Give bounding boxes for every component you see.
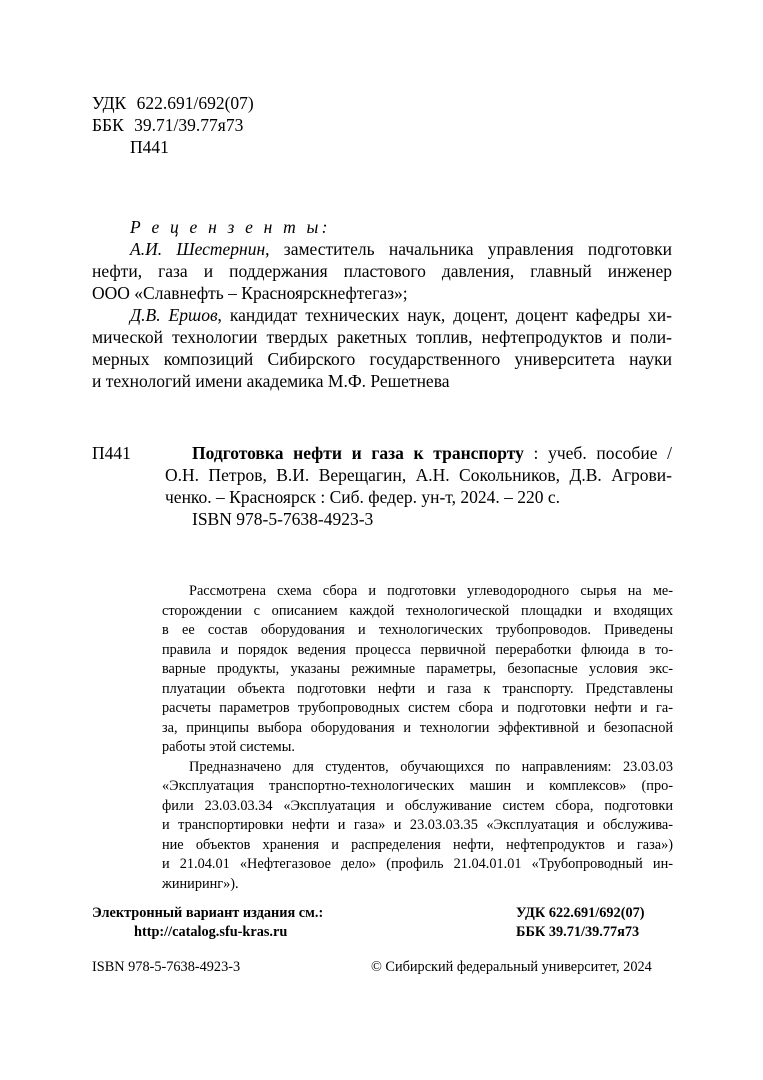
reviewer-2-line-1 <box>130 304 672 326</box>
catalog-line-1 <box>192 442 672 464</box>
copyright: © Сибирский федеральный университет, 2024 <box>371 959 652 975</box>
reviewer-1-line-3: ООО «Славнефть – Красноярскнефтегаз»; <box>92 283 408 303</box>
book-title: Подготовка нефти и газа к транспорту <box>192 443 524 463</box>
footer-isbn: ISBN 978-5-7638-4923-3 <box>92 959 241 975</box>
abstract-p2-line: «Эксплуатация транспортно-технологических машин и комплексов» (про- <box>162 778 673 794</box>
abstract-p1-line: работы этой системы. <box>162 739 295 755</box>
catalog-line-3: ченко. – Красноярск : Сиб. федер. ун-т, 2024. – 220 с. <box>165 487 560 507</box>
abstract-p1-line: сторождении с описанием каждой технологической площадки и входящих <box>162 602 673 619</box>
abstract-p1-line: плуатации объекта подготовки нефти и газа к транспорту. Представлены <box>162 680 673 697</box>
catalog-isbn: ISBN 978-5-7638-4923-3 <box>192 509 374 529</box>
reviewer-1-line-2: нефти, газа и поддержания пластового давления, главный инженер <box>92 261 672 281</box>
abstract-paragraph-1 <box>162 582 673 758</box>
reviewer-2-line-4: и технологий имени академика М.Ф. Решетнева <box>92 371 450 391</box>
reviewer-2-line-2: мической технологии твердых ракетных топлив, нефтепродуктов и поли- <box>92 327 672 347</box>
bbk-value: 39.71/39.77я73 <box>134 115 244 135</box>
bbk-label: ББК <box>92 115 124 135</box>
abstract-paragraph-2 <box>162 758 673 895</box>
udk-value: 622.691/692(07) <box>136 93 254 113</box>
reviewer-1-line-1 <box>130 238 672 260</box>
abstract-p2-line: и 21.04.01 «Нефтегазовое дело» (профиль 21.04.01.01 «Трубопроводный ин- <box>162 856 673 872</box>
abstract <box>162 582 673 894</box>
abstract-p1-line: Рассмотрена схема сбора и подготовки углеводородного сырья на ме- <box>189 583 673 599</box>
abstract-p2-line: ние объектов хранения и распределения нефти, нефтепродуктов и газа») <box>162 836 673 853</box>
bbk-line <box>92 114 243 136</box>
footer-bbk: ББК 39.71/39.77я73 <box>516 924 640 940</box>
catalog-url-link[interactable]: http://catalog.sfu-kras.ru <box>134 924 288 940</box>
abstract-p2-line: фили 23.03.03.34 «Эксплуатация и обслуживание систем сбора, подготовки <box>162 797 673 814</box>
reviewer-2-name: Д.В. Ершов <box>130 305 218 325</box>
electronic-version-label: Электронный вариант издания см.: <box>92 905 324 921</box>
reviewer-2-line-3: мерных композиций Сибирского государственного университета науки <box>92 349 672 369</box>
abstract-p1-line: варные продукты, указаны режимные параметры, безопасные условия экс- <box>162 661 673 677</box>
reviewer-1-name: А.И. Шестернин <box>130 239 266 259</box>
reviewers-title: Р е ц е н з е н т ы: <box>130 217 331 237</box>
abstract-p1-line: правила и порядок ведения процесса первичной переработки флюида в то- <box>162 641 673 658</box>
abstract-p1-line: расчеты параметров трубопроводных систем сбора и подготовки нефти и га- <box>162 700 673 716</box>
abstract-p1-line: в ее состав оборудования и технологических трубопроводов. Приведены <box>162 622 673 638</box>
abstract-p1-line: за, принципы выбора оборудования и технологии эффективной и безопасной <box>162 719 673 736</box>
catalog-line-2: О.Н. Петров, В.И. Верещагин, А.Н. Сокольников, Д.В. Агрови- <box>165 465 672 485</box>
reviewer-2-line-1-text: , кандидат технических наук, доцент, доцент кафедры хи- <box>217 305 672 325</box>
abstract-p2-line: жиниринг»). <box>162 875 239 892</box>
author-mark: П441 <box>130 137 169 157</box>
udk-line <box>92 92 254 114</box>
reviewer-1-line-1-text: , заместитель начальника управления подготовки <box>265 239 672 259</box>
udk-label: УДК <box>92 93 127 113</box>
abstract-p2-line: и транспортировки нефти и газа» и 23.03.03.35 «Эксплуатация и обслужива- <box>162 817 673 833</box>
footer-udk: УДК 622.691/692(07) <box>516 905 645 921</box>
abstract-p2-line: Предназначено для студентов, обучающихся по направлениям: 23.03.03 <box>189 758 673 775</box>
catalog-mark: П441 <box>92 443 131 463</box>
catalog-line-1-text: : учеб. пособие / <box>523 443 672 463</box>
